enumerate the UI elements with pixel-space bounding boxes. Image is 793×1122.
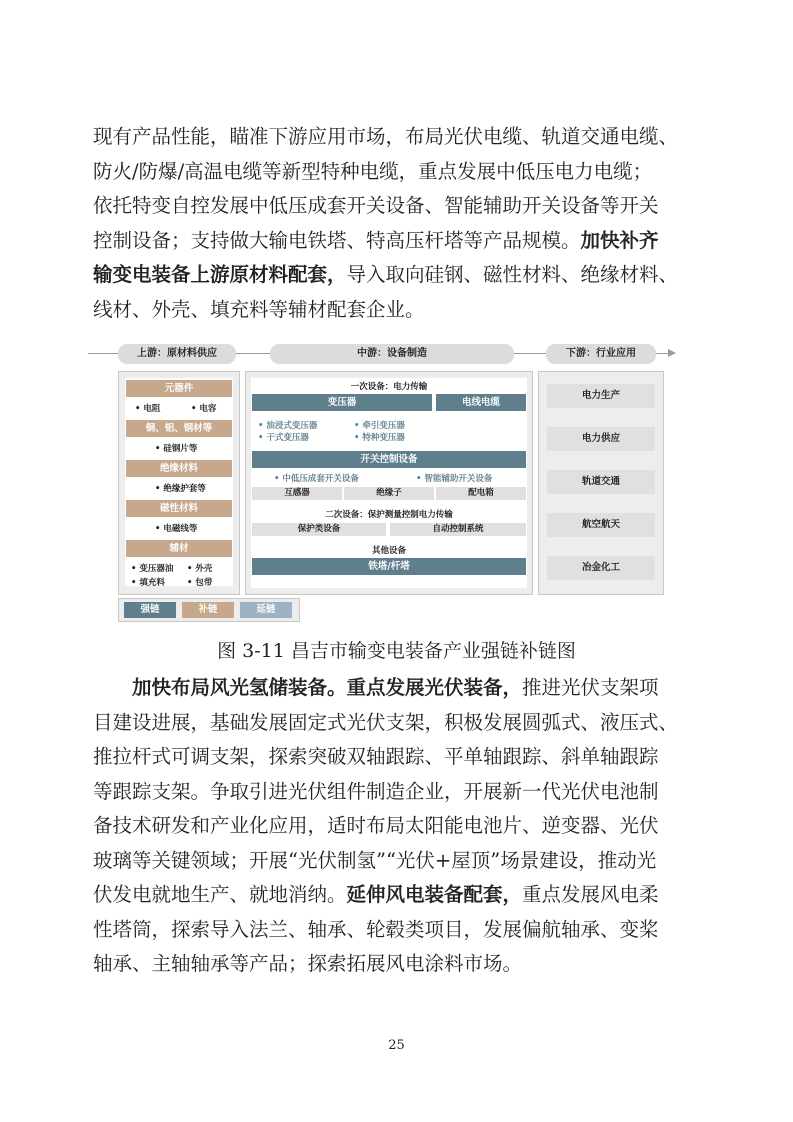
text-line: 依托特变自控发展中低压成套开关设备、智能辅助开关设备等开关 [93,194,659,217]
legend-strong: 强链 [124,602,176,618]
paragraph-1 [93,120,705,327]
auxiliary-label: 辅材 [126,540,232,557]
tape-text: • 包带 [187,578,213,588]
text-line: 伏发电就地生产、就地消纳。 [93,883,347,906]
secondary-equipment-label: 二次设备：保护测量控制电力传输 [325,510,453,520]
text-line: 备技术研发和产业化应用，适时布局太阳能电池片、逆变器、光伏 [93,814,659,837]
text-line: 防火/防爆/高温电缆等新型特种电缆，重点发展中低压电力电缆； [93,159,653,183]
distribution-box-label: 配电箱 [436,487,526,500]
components-label: 元器件 [126,380,232,397]
midstream-title: 中游：设备制造 [270,344,514,364]
text-line: 线材、外壳、填充料等辅材配套企业。 [93,297,425,321]
protection-label: 保护类设备 [252,523,386,536]
shell-text: • 外壳 [187,564,213,574]
mv-switchgear-text: • 中低压成套开关设备 [274,474,359,484]
oil-transformer-text: • 油浸式变压器 [258,421,318,431]
silicon-steel-text: • 硅钢片等 [155,444,198,454]
bold-phrase: 延伸风电装备配套， [346,883,523,906]
filler-text: • 填充料 [131,578,165,588]
page-number: 25 [388,1038,405,1053]
transformer-label: 变压器 [252,394,432,411]
industry-chain-diagram [118,343,678,623]
downstream-panel [538,371,664,595]
capacitor-text: • 电容 [191,404,217,414]
magnet-wire-text: • 电磁线等 [155,524,198,534]
text-line: 轴承、主轴轴承等产品；探索拓展风电涂料市场。 [93,952,523,975]
dry-transformer-text: • 干式变压器 [258,433,309,443]
text-line: 导入取向硅钢、磁性材料、绝缘材料、 [346,263,679,286]
tower-label: 铁塔/杆塔 [252,558,526,575]
resistor-text: • 电阻 [135,404,161,414]
bold-phrase: 加快布局风光氢储装备。 [132,676,347,699]
special-transformer-text: • 特种变压器 [354,433,405,443]
text-line: 现有产品性能，瞄准下游应用市场，布局光伏电缆、轨道交通电缆、 [93,125,679,148]
bold-phrase: 重点发展光伏装备， [346,676,523,699]
legend [118,598,300,622]
text-line: 推进光伏支架项 [522,676,659,699]
magnetic-label: 磁性材料 [126,500,232,517]
upstream-panel [118,371,240,595]
downstream-item: 电力供应 [547,427,655,451]
text-line: 等跟踪支架。争取引进光伏组件制造企业，开展新一代光伏电池制 [93,779,659,803]
insulation-label: 绝缘材料 [126,460,232,477]
text-line: 控制设备；支持做大输电铁塔、特高压杆塔等产品规模。 [93,228,581,252]
midstream-panel [245,371,533,595]
downstream-title: 下游：行业应用 [546,344,656,364]
downstream-item: 电力生产 [547,384,655,408]
bold-phrase: 输变电装备上游原材料配套， [93,263,347,286]
smart-switchgear-text: • 智能辅助开关设备 [416,474,493,484]
downstream-item: 冶金化工 [547,556,655,580]
legend-supplement: 补链 [182,602,234,618]
instrument-transformer-label: 互感器 [252,487,342,500]
paragraph-2 [93,671,705,982]
text-line: 性塔筒，探索导入法兰、轴承、轮毂类项目，发展偏航轴承、变桨 [93,917,659,941]
text-line: 推拉杆式可调支架，探索突破双轴跟踪、平单轴跟踪、斜单轴跟踪 [93,745,659,768]
traction-transformer-text: • 牵引变压器 [354,421,405,431]
primary-equipment-label: 一次设备：电力传输 [350,382,428,392]
text-line: 目建设进展，基础发展固定式光伏支架，积极发展圆弧式、液压式、 [93,710,679,734]
other-equipment-label: 其他设备 [371,546,406,556]
metals-label: 铜、铝、钢材等 [126,420,232,437]
upstream-title: 上游：原材料供应 [118,344,236,364]
bold-phrase: 加快补齐 [580,228,659,252]
text-line: 重点发展风电柔 [522,883,659,906]
arrow-right-icon [668,349,676,357]
insulator-label: 绝缘子 [344,487,434,500]
downstream-item: 轨道交通 [547,470,655,494]
transformer-oil-text: • 变压器油 [131,564,174,574]
switchgear-label: 开关控制设备 [252,451,526,468]
legend-extend: 延链 [240,602,292,618]
automation-label: 自动控制系统 [390,523,526,536]
figure-caption: 图 3-11 昌吉市输变电装备产业强链补链图 [217,640,576,662]
insulator-sleeve-text: • 绝缘护套等 [155,484,206,494]
downstream-item: 航空航天 [547,513,655,537]
cable-label: 电线电缆 [436,394,526,411]
text-line: 玻璃等关键领域；开展“光伏制氢”“光伏+屋顶”场景建设，推动光 [93,848,657,872]
